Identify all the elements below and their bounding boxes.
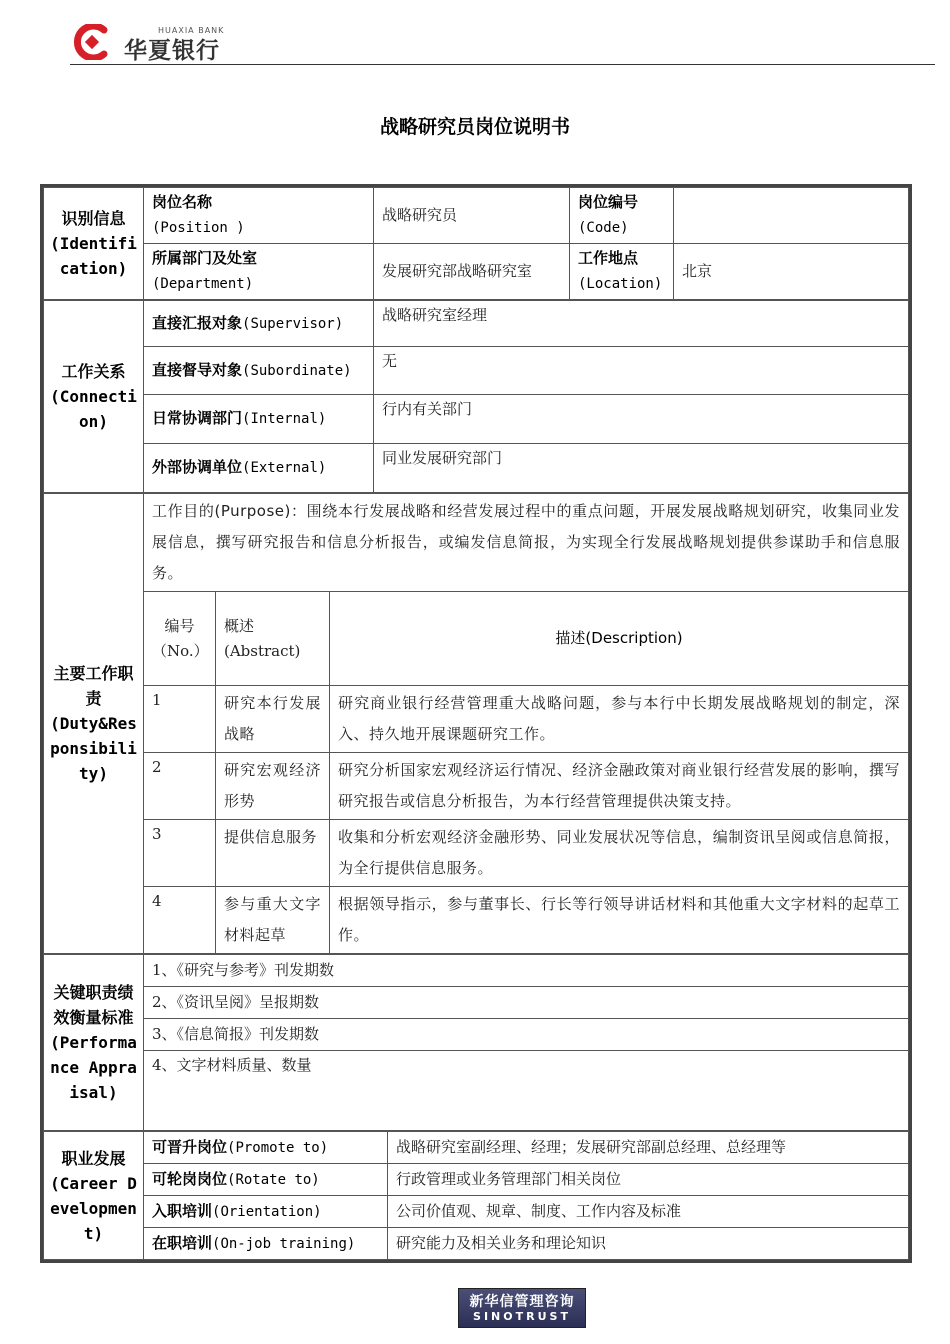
department-label: 所属部门及处室 (Department) — [144, 244, 374, 300]
location-value: 北京 — [674, 244, 909, 300]
bank-name-cn: 华夏银行 — [124, 38, 220, 64]
identification-section-title: 识别信息 (Identification) — [44, 188, 144, 300]
duty-abstract: 研究宏观经济形势 — [216, 753, 330, 820]
career-section-title: 职业发展 (Career Development) — [44, 1132, 144, 1260]
connection-table — [43, 300, 909, 493]
sinotrust-logo — [458, 1288, 586, 1328]
department-value: 发展研究部战略研究室 — [374, 244, 570, 300]
duty-description: 根据领导指示，参与董事长、行长等行领导讲话材料和其他重大文字材料的起草工作。 — [330, 887, 909, 954]
code-label: 岗位编号 (Code) — [570, 188, 674, 244]
promote-label: 可晋升岗位(Promote to) — [144, 1132, 388, 1164]
duty-row — [44, 753, 909, 820]
duty-row — [44, 686, 909, 753]
performance-section-title: 关键职责绩效衡量标准 (Performance Appraisal) — [44, 955, 144, 1131]
performance-item: 4、文字材料质量、数量 — [144, 1051, 909, 1131]
subordinate-label: 直接督导对象(Subordinate) — [144, 347, 374, 395]
internal-value: 行内有关部门 — [374, 395, 909, 444]
career-table — [43, 1131, 909, 1260]
position-label: 岗位名称 (Position ) — [144, 188, 374, 244]
location-label: 工作地点 (Location) — [570, 244, 674, 300]
promote-value: 战略研究室副经理、经理；发展研究部副总经理、总经理等 — [388, 1132, 909, 1164]
rotate-label: 可轮岗岗位(Rotate to) — [144, 1164, 388, 1196]
col-abstract-header: 概述 (Abstract) — [216, 592, 330, 686]
document-title: 战略研究员岗位说明书 — [379, 116, 570, 138]
onjob-training-value: 研究能力及相关业务和理论知识 — [388, 1228, 909, 1260]
consultant-name-cn: 新华信管理咨询 — [469, 1294, 575, 1310]
duty-description: 研究商业银行经营管理重大战略问题，参与本行中长期发展战略规划的制定，深入、持久地开展课题研究工作。 — [330, 686, 909, 753]
position-value: 战略研究员 — [374, 188, 570, 244]
consultant-name-en: SINOTRUST — [473, 1310, 571, 1323]
duty-abstract: 研究本行发展战略 — [216, 686, 330, 753]
duty-row — [44, 887, 909, 954]
duty-no: 2 — [144, 753, 216, 820]
duty-description: 收集和分析宏观经济金融形势、同业发展状况等信息，编制资讯呈阅或信息简报，为全行提供信息服务。 — [330, 820, 909, 887]
performance-item: 1、《研究与参考》刊发期数 — [144, 955, 909, 987]
duty-no: 4 — [144, 887, 216, 954]
purpose-text: 工作目的(Purpose)：围绕本行发展战略和经营发展过程中的重点问题，开展发展战略规划研究，收集同业发展信息，撰写研究报告和信息分析报告，或编发信息简报，为实现全行发展战略规划提供参谋助手和信息服务。 — [144, 494, 909, 592]
duty-row — [44, 820, 909, 887]
col-description-header: 描述(Description) — [330, 592, 909, 686]
duty-no: 1 — [144, 686, 216, 753]
subordinate-value: 无 — [374, 347, 909, 395]
internal-label: 日常协调部门(Internal) — [144, 395, 374, 444]
orientation-label: 入职培训(Orientation) — [144, 1196, 388, 1228]
bank-name-en: HUAXIA BANK — [158, 26, 225, 35]
supervisor-label: 直接汇报对象(Supervisor) — [144, 301, 374, 347]
duty-table — [43, 493, 909, 954]
rotate-value: 行政管理或业务管理部门相关岗位 — [388, 1164, 909, 1196]
external-label: 外部协调单位(External) — [144, 444, 374, 493]
duty-abstract: 提供信息服务 — [216, 820, 330, 887]
performance-table — [43, 954, 909, 1131]
col-no-header: 编号 （No.） — [144, 592, 216, 686]
page-header — [70, 18, 935, 68]
external-value: 同业发展研究部门 — [374, 444, 909, 493]
huaxia-bank-logo-icon — [70, 24, 112, 60]
header-divider — [70, 64, 935, 65]
performance-item: 2、《资讯呈阅》呈报期数 — [144, 987, 909, 1019]
onjob-training-label: 在职培训(On-job training) — [144, 1228, 388, 1260]
supervisor-value: 战略研究室经理 — [374, 301, 909, 347]
identification-table — [43, 187, 909, 300]
duty-no: 3 — [144, 820, 216, 887]
performance-item: 3、《信息简报》刊发期数 — [144, 1019, 909, 1051]
duty-section-title: 主要工作职责 (Duty&Responsibility) — [44, 494, 144, 954]
job-description-form — [40, 184, 912, 1263]
connection-section-title: 工作关系 (Connection) — [44, 301, 144, 493]
orientation-value: 公司价值观、规章、制度、工作内容及标准 — [388, 1196, 909, 1228]
code-value — [674, 188, 909, 244]
duty-abstract: 参与重大文字材料起草 — [216, 887, 330, 954]
duty-description: 研究分析国家宏观经济运行情况、经济金融政策对商业银行经营发展的影响，撰写研究报告或信息分析报告，为本行经营管理提供决策支持。 — [330, 753, 909, 820]
